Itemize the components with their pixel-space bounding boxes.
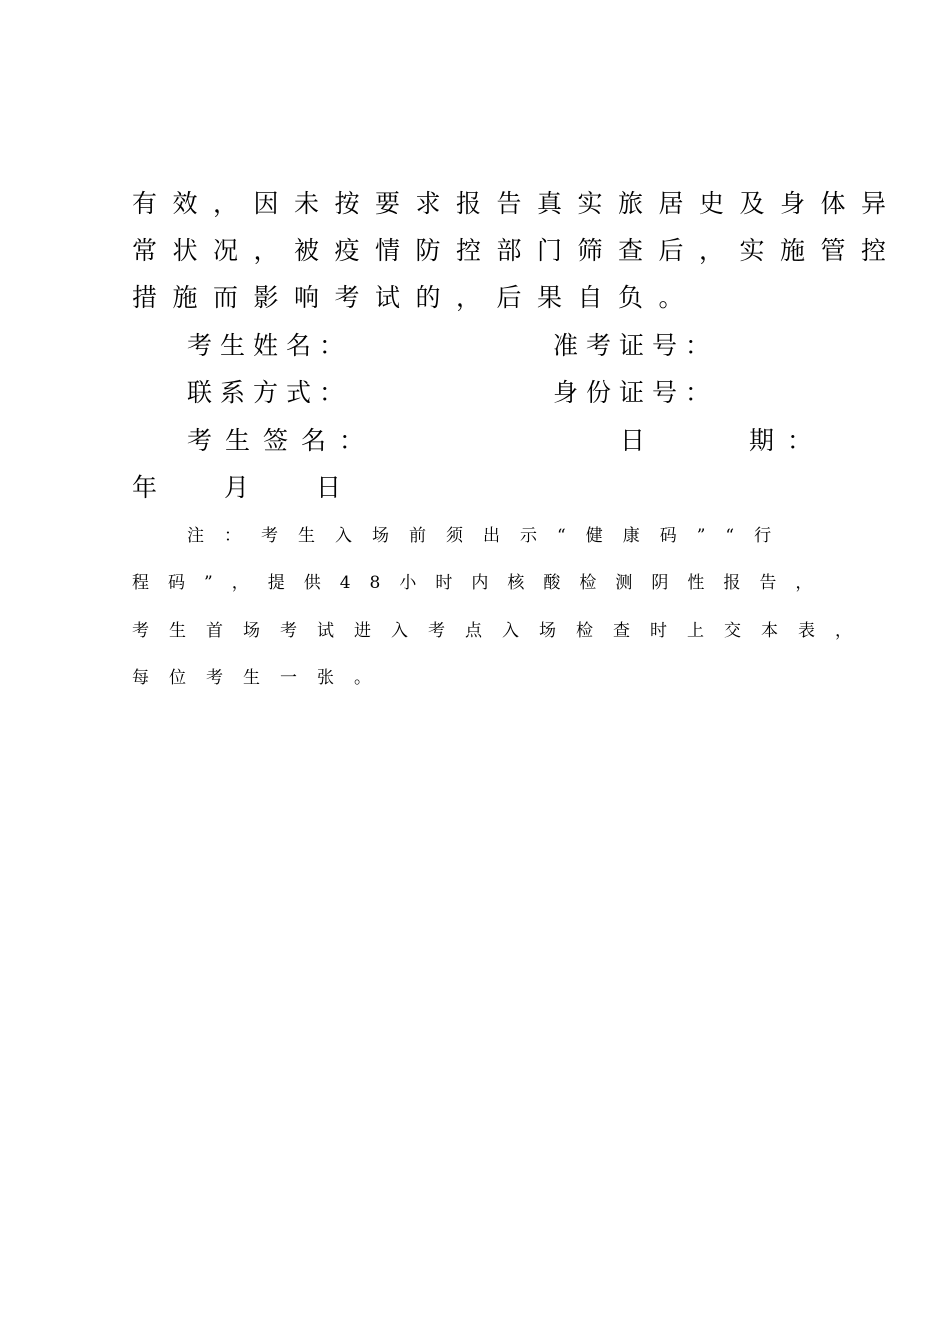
note-line-2: 程码”，提供48小时内核酸检测阴性报告，: [132, 573, 832, 593]
name-label: 考生姓名：: [187, 331, 353, 360]
date-year: 年: [132, 473, 158, 502]
date-label-ri: 日: [620, 426, 646, 455]
id-number-label: 身份证号：: [553, 378, 719, 407]
admission-number-label: 准考证号：: [553, 331, 719, 360]
note-line-3: 考生首场考试进入考点入场检查时上交本表，: [132, 621, 872, 641]
note-line-4: 每位考生一张。: [132, 668, 391, 688]
date-day: 日: [316, 473, 342, 502]
date-month: 月: [224, 473, 250, 502]
date-label-qi: 期：: [749, 426, 826, 455]
signature-label: 考生签名：: [187, 426, 378, 455]
paragraph-line-2: 常状况，被疫情防控部门筛查后，实施管控: [132, 236, 902, 265]
paragraph-line-1: 有效，因未按要求报告真实旅居史及身体异: [132, 189, 902, 218]
contact-label: 联系方式：: [187, 378, 353, 407]
paragraph-line-3: 措施而影响考试的，后果自负。: [132, 283, 700, 312]
note-line-1: 注：考生入场前须出示“健康码”“行: [187, 526, 792, 546]
